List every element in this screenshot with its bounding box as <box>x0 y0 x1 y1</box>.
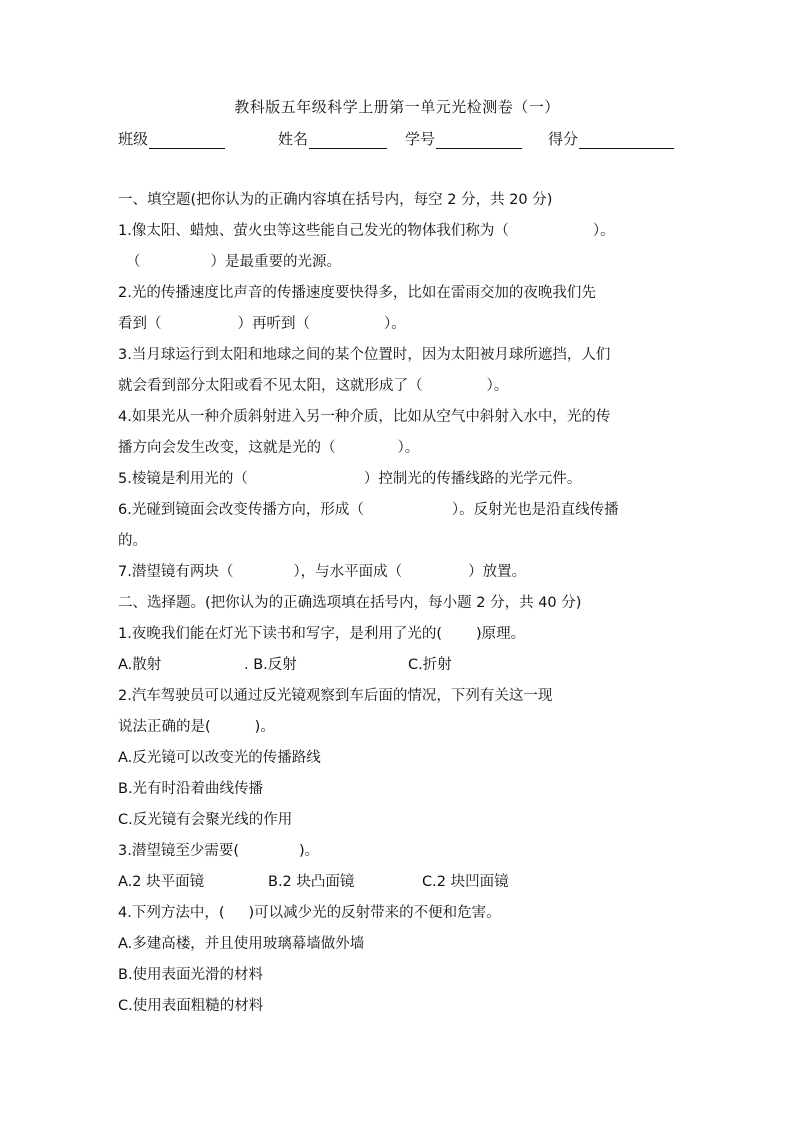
s2-q1-options <box>118 650 678 681</box>
s2-q3-line: 3.潜望镜至少需要( )。 <box>118 843 320 859</box>
s2-q3-option-b[interactable]: B.2 块凸面镜 <box>268 874 355 890</box>
s2-q1-option-a[interactable]: A.散射 <box>118 657 162 673</box>
name-label: 姓名 <box>278 130 309 148</box>
student-info-row <box>118 128 678 152</box>
s1-q6-line1: 6.光碰到镜面会改变传播方向，形成（ ）。反射光也是沿直线传播 <box>118 502 619 518</box>
s2-q4-option-a[interactable]: A.多建高楼，并且使用玻璃幕墙做外墙 <box>118 936 365 952</box>
s2-q2-option-c[interactable]: C.反光镜有会聚光线的作用 <box>118 812 293 828</box>
class-field[interactable] <box>118 128 225 149</box>
class-label: 班级 <box>118 130 149 148</box>
s1-q3-line2: 就会看到部分太阳或看不见太阳，这就形成了（ ）。 <box>118 378 509 394</box>
s2-q2-line1: 2.汽车驾驶员可以通过反光镜观察到车后面的情况，下列有关这一现 <box>118 688 553 704</box>
s2-q2-option-a[interactable]: A.反光镜可以改变光的传播路线 <box>118 750 321 766</box>
s1-q1-line2: （ ）是最重要的光源。 <box>126 254 341 270</box>
s1-q1-line1: 1.像太阳、蜡烛、萤火虫等这些能自己发光的物体我们称为（ ）。 <box>118 223 615 239</box>
class-blank[interactable] <box>149 132 225 149</box>
name-blank[interactable] <box>309 132 387 149</box>
s2-q3-option-c[interactable]: C.2 块凹面镜 <box>422 874 509 890</box>
number-blank[interactable] <box>436 132 522 149</box>
s2-q4-option-b[interactable]: B.使用表面光滑的材料 <box>118 967 264 983</box>
s2-q4-line: 4.下列方法中，( )可以减少光的反射带来的不便和危害。 <box>118 905 501 921</box>
s1-q7-line: 7.潜望镜有两块（ ），与水平面成（ ）放置。 <box>118 564 527 580</box>
s2-q2-option-b[interactable]: B.光有时沿着曲线传播 <box>118 781 264 797</box>
section2-heading: 二、选择题。(把你认为的正确选项填在括号内，每小题 2 分，共 40 分) <box>118 595 582 611</box>
score-field[interactable] <box>548 128 674 149</box>
s2-q3-option-a[interactable]: A.2 块平面镜 <box>118 874 205 890</box>
page-title: 教科版五年级科学上册第一单元光检测卷（一） <box>234 98 560 116</box>
s1-q2-line2: 看到（ ）再听到（ ）。 <box>118 316 406 332</box>
score-label: 得分 <box>548 130 579 148</box>
section1-heading: 一、填空题(把你认为的正确内容填在括号内，每空 2 分，共 20 分) <box>118 192 553 208</box>
s1-q4-line1: 4.如果光从一种介质斜射进入另一种介质，比如从空气中斜射入水中，光的传 <box>118 409 611 425</box>
s1-q6-line2: 的。 <box>118 533 147 549</box>
name-field[interactable] <box>278 128 387 149</box>
s1-q4-line2: 播方向会发生改变，这就是光的（ ）。 <box>118 440 420 456</box>
s2-q3-options <box>118 867 678 898</box>
s1-q5-line: 5.棱镜是利用光的（ ）控制光的传播线路的光学元件。 <box>118 471 582 487</box>
s2-q1-option-b[interactable]: . B.反射 <box>244 657 297 673</box>
exam-content <box>118 185 678 1022</box>
s1-q2-line1: 2.光的传播速度比声音的传播速度要快得多，比如在雷雨交加的夜晚我们先 <box>118 285 596 301</box>
s2-q4-option-c[interactable]: C.使用表面粗糙的材料 <box>118 998 264 1014</box>
score-blank[interactable] <box>579 132 674 149</box>
s2-q2-line2: 说法正确的是( )。 <box>118 719 275 735</box>
s2-q1-line: 1.夜晚我们能在灯光下读书和写字，是利用了光的( )原理。 <box>118 626 526 642</box>
number-label: 学号 <box>405 130 436 148</box>
number-field[interactable] <box>405 128 522 149</box>
s2-q1-option-c[interactable]: C.折射 <box>408 657 452 673</box>
s1-q3-line1: 3.当月球运行到太阳和地球之间的某个位置时，因为太阳被月球所遮挡，人们 <box>118 347 611 363</box>
